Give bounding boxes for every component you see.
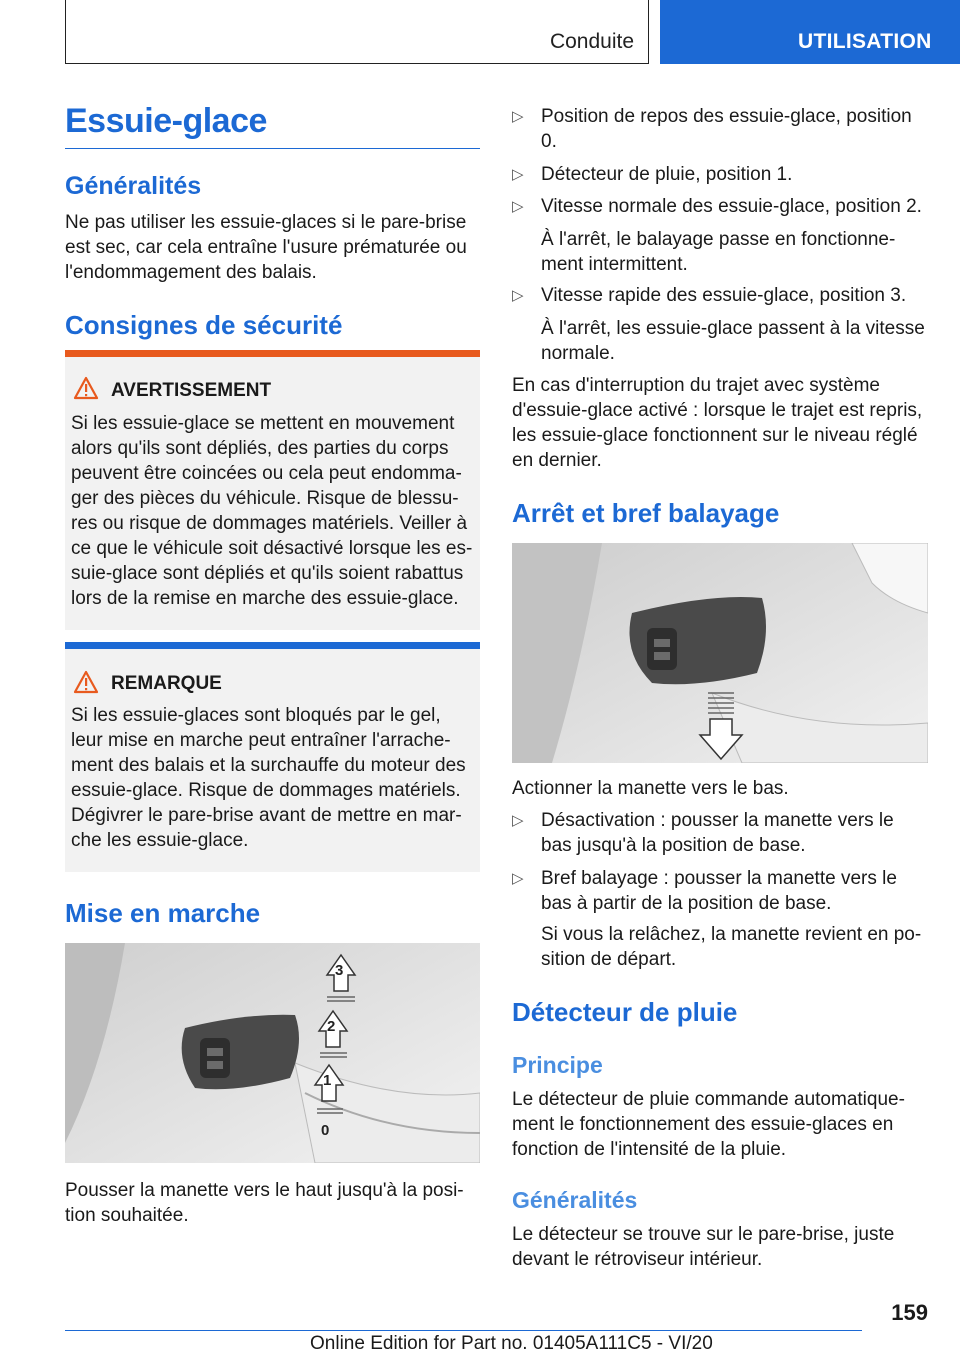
position-3-sub: À l'arrêt, les essuie-glace passent à la vitesse normale. (541, 318, 925, 364)
bullet-marker: ▷ (512, 108, 524, 125)
edition-text: Online Edition for Part no. 01405A111C5 - VI/20 (310, 1333, 713, 1354)
figure-label-0: 0 (321, 1122, 330, 1139)
position-3-item: ▷ Vitesse rapide des essuie-glace, position 3. (512, 285, 907, 306)
arret-heading: Arrêt et bref balayage (512, 498, 780, 528)
bullet-marker: ▷ (512, 198, 524, 215)
notice-triangle-icon (73, 670, 99, 694)
header-chapter: UTILISATION (798, 30, 932, 53)
generalites2-text: Le détecteur se trouve sur le pare-brise, juste devant le rétroviseur intérieur. (512, 1224, 895, 1270)
warning-title: AVERTISSEMENT (111, 380, 272, 401)
generalites-text: Ne pas utiliser les essuie-glaces si le pare-brise est sec, car cela entraîne l'usure prématurée ou l'endommagement des balais. (65, 212, 467, 283)
bref-balayage-item: ▷ Bref balayage : pousser la manette vers le bas à partir de la position de base. (512, 868, 897, 914)
position-1-item: ▷ Détecteur de pluie, position 1. (512, 164, 793, 185)
desactivation-item: ▷ Désactivation : pousser la manette vers le bas jusqu'à la position de base. (512, 810, 894, 856)
footer-rule (65, 1330, 862, 1331)
warning-text: Si les essuie-glace se mettent en mouvement alors qu'ils sont dépliés, des parties du corps peuvent être coincées ou cela peut endommager des pièces du véhicule. Risque de blessures ou risque de dommages matériels. Veiller à ce que le véhicule soit désactivé lorsque les essuie-glace sont dépliés et qu'ils soient rabattus lors de la remise en marche des essuie-glace. (71, 413, 473, 609)
interruption-text: En cas d'interruption du trajet avec système d'essuie-glace activé : lorsque le trajet est repris, les essuie-glace fonctionnent sur le niveau réglé en dernier. (512, 375, 923, 471)
bullet-marker: ▷ (512, 166, 524, 183)
principe-heading: Principe (512, 1052, 603, 1078)
wiper-lever-up-figure (65, 943, 480, 1163)
warning-bar (65, 350, 480, 357)
mise-caption: Pousser la manette vers le haut jusqu'à la position souhaitée. (65, 1180, 464, 1226)
notice-box (65, 642, 480, 872)
header-chapter-box (660, 0, 960, 64)
principe-text: Le détecteur de pluie commande automatiquement le fonctionnement des essuie-glaces en fonction de l'intensité de la pluie. (512, 1089, 905, 1160)
position-2-sub: À l'arrêt, le balayage passe en fonctionnement intermittent. (541, 229, 896, 275)
notice-title: REMARQUE (111, 673, 222, 694)
consignes-heading: Consignes de sécurité (65, 310, 343, 340)
bullet-marker: ▷ (512, 870, 524, 887)
detecteur-heading: Détecteur de pluie (512, 997, 738, 1027)
bullet-marker: ▷ (512, 812, 524, 829)
bullet-marker: ▷ (512, 287, 524, 304)
warning-triangle-icon (73, 376, 99, 400)
figure-label-1: 1 (323, 1072, 332, 1089)
position-0-item: ▷ Position de repos des essuie-glace, position 0. (512, 106, 912, 152)
notice-bar (65, 642, 480, 649)
figure-label-2: 2 (327, 1018, 336, 1035)
notice-text: Si les essuie-glaces sont bloqués par le gel, leur mise en marche peut entraîner l'arrachement des balais et la surchauffe du moteur des essuie-glace. Risque de dommages matériels. Dégivrer le pare-brise avant de mettre en marche les essuie-glace. (71, 705, 466, 851)
header-section: Conduite (549, 30, 634, 53)
figure-label-3: 3 (335, 962, 344, 979)
warning-box (65, 350, 480, 630)
header-section-box (65, 0, 649, 64)
arret-caption: Actionner la manette vers le bas. (512, 778, 789, 799)
position-2-item: ▷ Vitesse normale des essuie-glace, position 2. (512, 196, 922, 217)
page-number: 159 (891, 1300, 928, 1325)
mise-en-marche-heading: Mise en marche (65, 898, 261, 928)
page-title: Essuie-glace (65, 102, 267, 140)
wiper-lever-down-figure (512, 543, 928, 763)
generalites2-heading: Généralités (512, 1187, 638, 1213)
bref-balayage-sub: Si vous la relâchez, la manette revient en position de départ. (541, 924, 922, 970)
generalites-heading: Généralités (65, 172, 202, 200)
title-rule (65, 148, 480, 149)
